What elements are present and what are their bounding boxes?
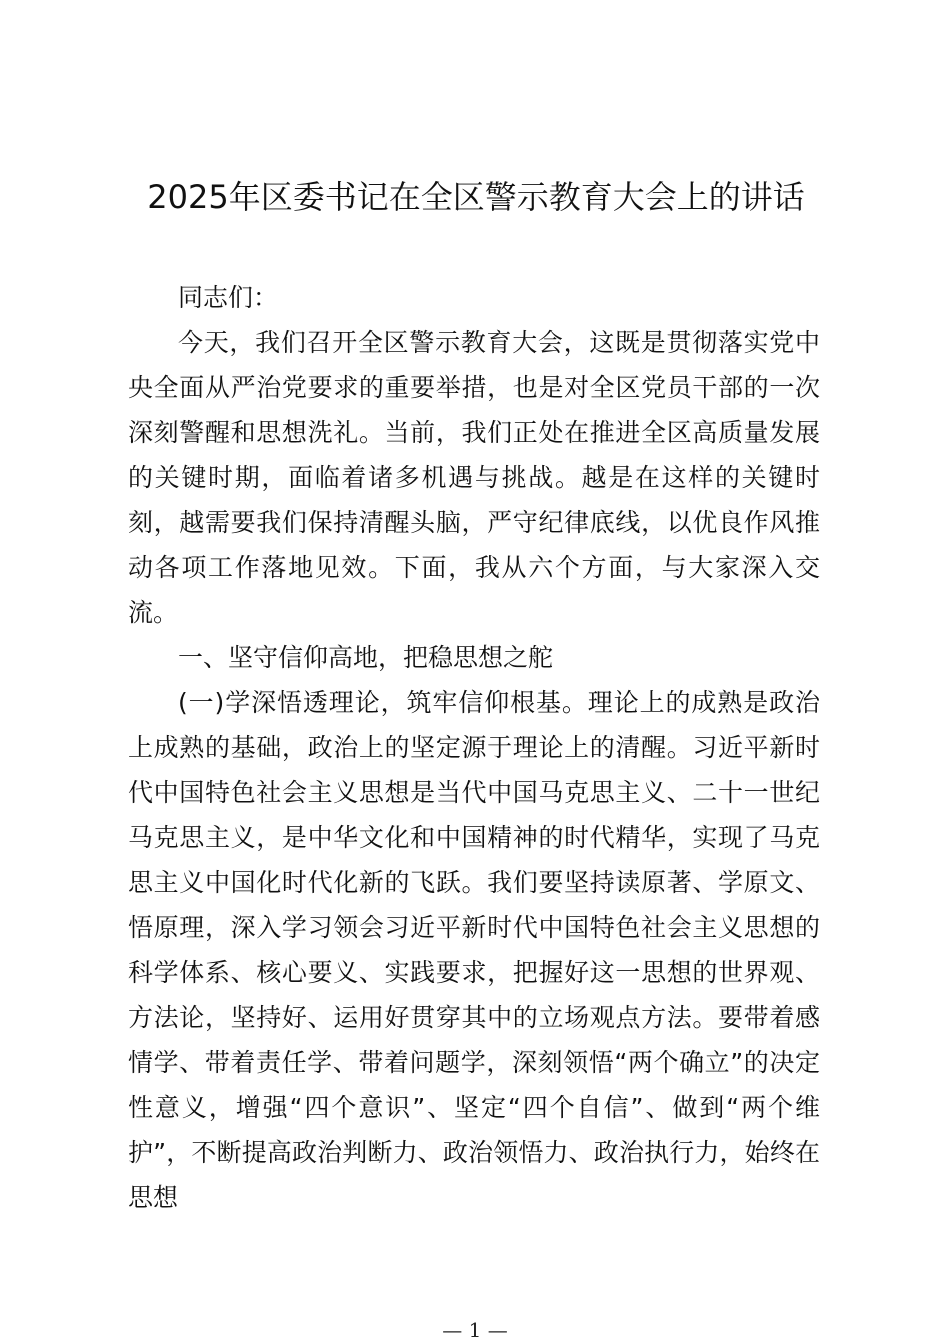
section-heading: 一、坚守信仰高地，把稳思想之舵 xyxy=(178,643,554,672)
page-number: — 1 — xyxy=(442,1318,508,1342)
page-title: 2025年区委书记在全区警示教育大会上的讲话 xyxy=(147,178,805,216)
document-body xyxy=(128,275,820,1220)
salutation: 同志们： xyxy=(178,283,279,312)
intro-paragraph: 今天，我们召开全区警示教育大会，这既是贯彻落实党中央全面从严治党要求的重要举措，也是对全区党员干部的一次深刻警醒和思想洗礼。当前，我们正处在推进全区高质量发展的关键时期，面临着诸多机遇与挑战。越是在这样的关键时刻，越需要我们保持清醒头脑，严守纪律底线，以优良作风推动各项工作落地见效。下面，我从六个方面，与大家深入交流。 xyxy=(128,328,820,627)
body-paragraph: (一)学深悟透理论，筑牢信仰根基。理论上的成熟是政治上成熟的基础，政治上的坚定源于理论上的清醒。习近平新时代中国特色社会主义思想是当代中国马克思主义、二十一世纪马克思主义，是中华文化和中国精神的时代精华，实现了马克思主义中国化时代化新的飞跃。我们要坚持读原著、学原文、悟原理，深入学习领会习近平新时代中国特色社会主义思想的科学体系、核心要义、实践要求，把握好这一思想的世界观、方法论，坚持好、运用好贯穿其中的立场观点方法。要带着感情学、带着责任学、带着问题学，深刻领悟“两个确立”的决定性意义，增强“四个意识”、坚定“四个自信”、做到“两个维护”，不断提高政治判断力、政治领悟力、政治执行力，始终在思想 xyxy=(128,688,820,1212)
